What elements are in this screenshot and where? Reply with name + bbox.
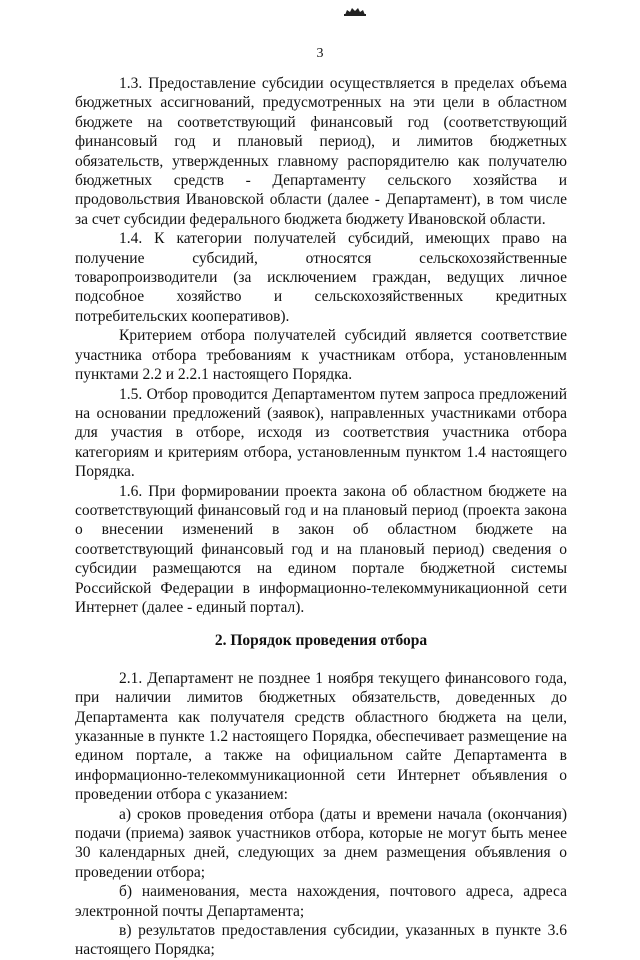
- paragraph-2-1: 2.1. Департамент не позднее 1 ноября текущего финансового года, при наличии лимитов бюджетных обязательств, доведенных до Департамента как получателя средств областного бюджета на цели, указанные в пункте 1.2 настоящего Порядка, обеспечивает размещение на едином портале, а также на официальном сайте Департамента в информационно-телекоммуникационной сети Интернет объявления о проведении отбора с указанием:: [75, 669, 567, 804]
- paragraph-criteria: Критерием отбора получателей субсидий является соответствие участника отбора требованиям к участникам отбора, установленным пунктами 2.2 и 2.2.1 настоящего Порядка.: [75, 327, 567, 384]
- emblem-stamp-icon: [343, 6, 367, 16]
- paragraph-1-6: 1.6. При формировании проекта закона об областном бюджете на соответствующий финансовый год и на плановый период (проекта закона о внесении изменений в закон об областном бюджете на соответствующий финансовый год и на плановый период) сведения о субсидии размещаются на едином портале бюджетной системы Российской Федерации в информационно-телекоммуникационной сети Интернет (далее - единый портал).: [75, 482, 567, 616]
- paragraph-1-4: 1.4. К категории получателей субсидий, имеющих право на получение субсидий, относятся сельскохозяйственные товаропроизводители (за исключением граждан, ведущих личное подсобное хозяйство и сельскохозяйственных кредитных потребительских кооперативов).: [75, 230, 567, 325]
- paragraph-1-3: 1.3. Предоставление субсидии осуществляется в пределах объема бюджетных ассигнований, предусмотренных на эти цели в областном бюджете на соответствующий финансовый год (соответствующий финансовый год и плановый период), и лимитов бюджетных обязательств, утвержденных главному распорядителю как получателю бюджетных средств - Департаменту сельского хозяйства и продовольствия Ивановской области (далее - Департамент), в том числе за счет субсидии федерального бюджета бюджету Ивановской области.: [75, 75, 567, 228]
- paragraph-v: в) результатов предоставления субсидии, указанных в пункте 3.6 настоящего Порядка;: [75, 922, 567, 959]
- paragraph-b: б) наименования, места нахождения, почтового адреса, адреса электронной почты Департамента;: [75, 883, 567, 920]
- document-body: [75, 74, 567, 960]
- paragraph-1-5: 1.5. Отбор проводится Департаментом путем запроса предложений на основании предложений (заявок), направленных участниками отбора для участия в отборе, исходя из соответствия участника отбора категориям и критериям отбора, установленным пунктом 1.4 настоящего Порядка.: [75, 385, 567, 481]
- paragraph-a: а) сроков проведения отбора (даты и времени начала (окончания) подачи (приема) заявок участников отбора, которые не могут быть менее 30 календарных дней, следующих за днем размещения объявления о проведении отбора;: [75, 805, 567, 881]
- page-number: 3: [316, 46, 324, 61]
- section-2-heading: 2. Порядок проведения отбора: [214, 632, 428, 650]
